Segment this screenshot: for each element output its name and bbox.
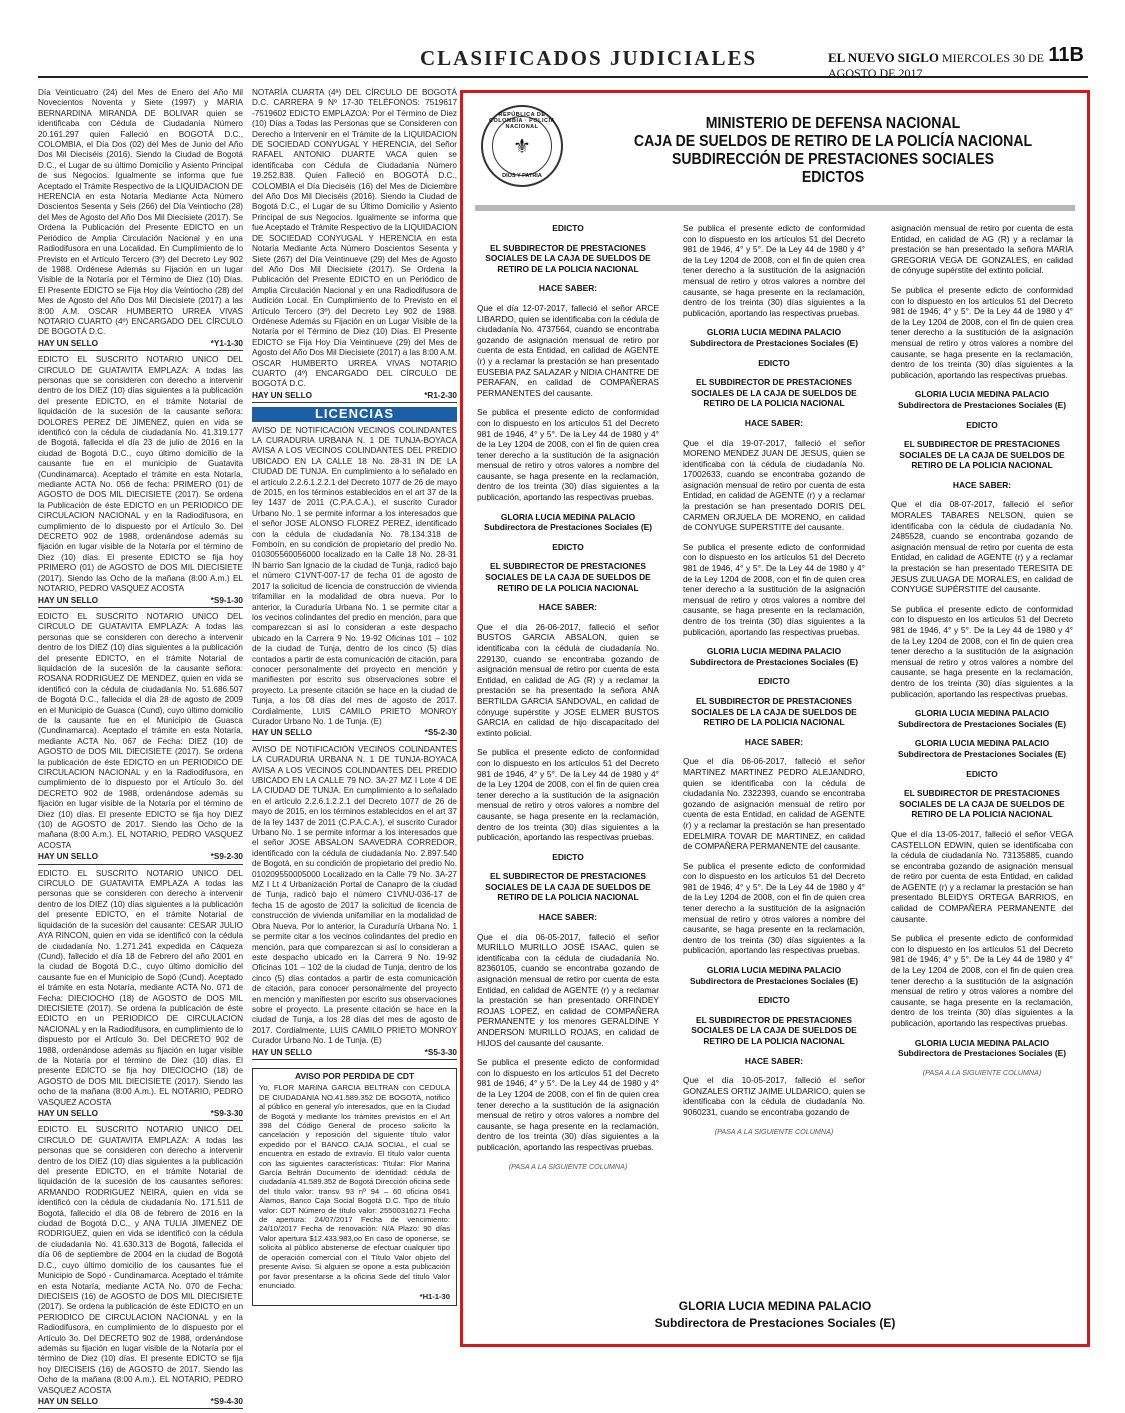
cdt-loss-notice	[252, 1068, 457, 1306]
edict-title: EDICTO	[552, 541, 584, 552]
edict-body: Que el día 13-05-2017, falleció el señor VEGA CASTELLON EDWIN, quien se identificaba con la cédula de ciudadanía No. 73135885, cuando se encontraba gozando de asignación mensual de retiro por cuenta de esta Entidad, en calidad de AGENTE (r) y a reclamar la prestación se han presentado BLEIDYS ORTEGA BARRIOS, en calidad de COMPAÑERA PERMANENTE del causante.	[891, 828, 1073, 924]
signature-name: GLORIA LUCIA MEDINA PALACIO	[706, 646, 842, 657]
edict-publication: Se publica el presente edicto de conformidad con lo dispuesto en los artículos 51 del Decreto 981 de 1946, 4° y 5°. De la Ley 44 de 1980 y 4° de la Ley 1204 de 2008, con el fin de quien crea tener derecho a la sustitución de la asignación mensual de retiro y otros valores a nombre del causante, se haga presente en la reclamación, dentro de los treinta (30) días siguientes a la publicación, aportando las respectivas pruebas.	[891, 933, 1073, 1028]
notice-code: *S9-4-30	[210, 1396, 243, 1406]
notice	[38, 355, 243, 608]
hace-saber: HACE SABER:	[744, 417, 804, 428]
notice-seal: HAY UN SELLO	[252, 728, 313, 738]
signature	[683, 646, 865, 667]
signature-name: GLORIA LUCIA MEDINA PALACIO	[706, 965, 842, 976]
edict-body: Que el día 06-05-2017, falleció el señor MURILLO MURILLO JOSÉ ISAAC, quien se identificaba con la cédula de ciudadanía No. 82360105, cuando se encontraba gozando de asignación mensual de retiro por cuenta de esta Entidad, en calidad de AGENTE (r) y a reclamar la prestación se han presentado ORFINDEY ROJAS LOPEZ, en calidad de COMPAÑERA PERMANENTE y los menores GERALDINE Y ANDERSON MURILLO ROJAS, en calidad de HIJOS del causante del causante.	[477, 931, 659, 1048]
edict-issuer: EL SUBDIRECTOR DE PRESTACIONES SOCIALES DE LA CAJA DE SUELDOS DE RETIRO DE LA POLICIA NACIONAL	[691, 695, 857, 728]
edict-title: EDICTO	[758, 357, 790, 368]
signature	[891, 708, 1073, 729]
notice-footer	[38, 1109, 243, 1121]
notice-code: *S5-3-30	[424, 1047, 457, 1057]
edict-issuer: EL SUBDIRECTOR DE PRESTACIONES SOCIALES DE LA CAJA DE SUELDOS DE RETIRO DE LA POLICIA NACIONAL	[899, 439, 1065, 471]
signature	[683, 327, 865, 348]
signature-title: Subdirectora de Prestaciones Sociales (E)	[897, 748, 1067, 759]
notice	[38, 1125, 243, 1409]
edict-body: Que el día 06-06-2017, falleció el señor MARTINEZ MARTINEZ PEDRO ALEJANDRO, quien se identificaba con la cédula de ciudadanía No. 2322393, cuando se encontraba gozando de asignación mensual de retiro por cuenta de esta Entidad, en calidad de AGENTE (r) y a reclamar la prestación se han presentado EDELMIRA TOVAR DE MARTINEZ, en calidad de COMPAÑERA PERMANENTE del causante.	[683, 756, 865, 852]
edict-body: Que el día 19-07-2017, falleció el señor MORENO MENDEZ JUAN DE JESUS, quien se identificaba con la cédula de ciudadanía No. 17002633, cuando se encontraba gozando de asignación mensual de retiro por cuenta de esta Entidad, en calidad de AGENTE (r) y a reclamar la prestación se han presentado DORIS DEL CARMEN ORJUELA DE MORENO, en calidad de CONYUGE SUPERSTITE del causante.	[683, 437, 865, 533]
signature-title: Subdirectora de Prestaciones Sociales (E)	[654, 1316, 896, 1330]
signature	[891, 738, 1073, 759]
heading-ministry: MINISTERIO DE DEFENSA NACIONAL	[705, 115, 961, 132]
notice-footer	[252, 391, 457, 403]
notice-seal: HAY UN SELLO	[38, 595, 99, 605]
edict-publication: Se publica el presente edicto de conformidad con lo dispuesto en los artículos 51 del Decreto 981 de 1946, 4° y 5°. De la Ley 44 de 1980 y 4° de la Ley 1204 de 2008, con el fin de quien crea tener derecho a la sustitución de la asignación mensual de retiro y otros valores a nombre del causante, se haga presente en la reclamación, dentro de los treinta (30) días siguientes a la publicación, aportando las respectivas pruebas.	[683, 223, 865, 318]
edict-body: asignación mensual de retiro por cuenta de esta Entidad, en calidad de AG (R) y a reclamar la prestación se han presentado la señora MARIA GREGORIA VEGA DE GONZALES, en calidad de cónyuge supérstite del extinto policial.	[891, 223, 1073, 276]
edict-publication: Se publica el presente edicto de conformidad con lo dispuesto en los artículos 51 del Decreto 981 de 1946, 4° y 5°. De la Ley 44 de 1980 y 4° de la Ley 1204 de 2008, con el fin de quien crea tener derecho a la sustitución de la asignación mensual de retiro y otros valores a nombre del causante, se haga presente en la reclamación, dentro de los treinta (30) días siguientes a la publicación, aportando las respectivas pruebas.	[891, 284, 1073, 380]
hace-saber: HACE SABER:	[538, 602, 598, 613]
page-header	[38, 40, 1088, 78]
notice-footer	[38, 1397, 243, 1409]
edict-issuer: EL SUBDIRECTOR DE PRESTACIONES SOCIALES DE LA CAJA DE SUELDOS DE RETIRO DE LA POLICIA NACIONAL	[485, 242, 651, 274]
box-heading	[613, 115, 1053, 187]
notice-text: Día Veinticuatro (24) del Mes de Enero del Año Mil Novecientos Noventa y Siete (1997) y MARIA BERNARDINA MIRANDA DE BOLIVAR quien se identificaba con Cédula de Ciudadanía Número 20.161.297 quien Falleció en BOGOTÁ D.C., COLOMBIA, el Día Dos (02) del Mes de Junio del Año Dos Mil Dieciséis (2016). Siendo la Ciudad de Bogotá D.C., el Lugar de su último Domicilio y Asiento Principal de sus Negocios. Igualmente se informa que fue Aceptado el Trámite Respectivo de la LIQUIDACION DE HERENCIA en esta Notaría Mediante Acta Número Doscientos Sesenta y Seis (266) del Día Veintiocho (28) del Mes de Agosto del Año Dos Mil Diecisiete (2017). Se Ordena la Publicación del Presente EDICTO en un Periódico de Amplia Circulación Nacional y en una Radiodifusora en una Localidad. En Cumplimiento de lo Previsto en el Artículo Tercero (3º) del Decreto Ley 902 de 1988. Ordénese Además su Fijación en un lugar Visible de la Notaría por el Término de Diez (10) Días. El Presente EDICTO se Fija Hoy día Veintiocho (28) del Mes de Agosto del Año Dos Mil Diecisiete (2017) a las 8:00 A.M. OSCAR HUMBERTO URREA VIVAS NOTARIO CUARTO (4º) ENCARGADO DEL CÍRCULO DE BOGOTÁ D.C.	[38, 88, 243, 337]
signature	[477, 512, 659, 533]
notice-text: EDICTO EL SUSCRITO NOTARIO UNICO DEL CIRCULO DE GUATAVITA EMPLAZA A todas las personas que se consideren con derecho a intervenir dentro de los DIEZ (10) días siguientes a la publicación del presente EDICTO, en el trámite Notarial de liquidación de la sucesión del causante: CESAR JULIO AYA RINCON, quien en vida se identificó con la cédula de ciudadanía No. 1.271.241 expedida en Cáqueza (Cund), fallecido el día 18 de Febrero del año 2001 en la ciudad de Bogotá D.C., cuyo último domicilio del causante fue en el Municipio de Sopó (Cund). Aceptado el trámite en esta Notaría, mediante ACTA No. 071 de Fecha: DIECIOCHO (18) de AGOSTO de DOS MIL DIECISIETE (2017). Se ordena la publicación de éste EDICTO en un PERIODICO DE CIRCULACION NACIONAL y en la Radiodifusora, en cumplimiento de lo dispuesto por el Artículo 3o. Del DECRETO 902 de 1988, ordenándose además su fijación en lugar visible de la Notaría por el término de Diez (10) días. El presente EDICTO se fija hoy DIECIOCHO (18) de AGOSTO de DOS MIL DIECISIETE (2017). Siendo las ocho de la mañana (8:00 A.m.). EL NOTARIO, PEDRO VASQUEZ ACOSTA	[38, 868, 243, 1107]
issue-date: MIERCOLES 30 DE AGOSTO DE 2017	[828, 51, 1044, 80]
signature-name: GLORIA LUCIA MEDINA PALACIO	[914, 1037, 1050, 1048]
notice-seal: HAY UN SELLO	[38, 852, 99, 862]
notice-code: *H1-1-30	[419, 1292, 450, 1302]
notice	[252, 745, 457, 1060]
signature-title: Subdirectora de Prestaciones Sociales (E)	[897, 1048, 1067, 1059]
notice-text: EDICTO EL SUSCRITO NOTARIO UNICO DEL CIRCULO DE GUATAVITA EMPLAZA: A todas las personas que se consideren con derecho a intervenir dentro de los DIEZ (10) días siguientes a la publicación del presente EDICTO, en el trámite Notarial de liquidación de la sucesión de los causantes señores: ARMANDO RODRIGUEZ NEIRA, quien en vida se identificó con la cédula de ciudadanía No. 171.511 de Bogotá, fallecido el día 08 de febrero de 2016 en la ciudad de Bogotá D.C., y ANA TULIA JIMENEZ DE RODRIGUEZ, quien en vida se identificó con la cédula de ciudadanía No. 41.630.313 de Bogotá, fallecida el día 06 de septiembre de 2004 en la ciudad de Bogotá D.C., cuyo último domicilio de los causantes fue el Municipio de Sopó - Cundinamarca. Aceptado el trámite en esta Notaría, mediante ACTA No. 070 de Fecha: DIECISEIS (16) de AGOSTO de DOS MIL DIECISIETE (2017). Se ordena la publicación de éste EDICTO en un PERIODICO DE CIRCULACION NACIONAL y en la Radiodifusora, en cumplimiento de lo dispuesto por el Artículo 3o. Del DECRETO 902 de 1988, ordenándose además su fijación en lugar visible de la Notaría por el término de Diez (10) días. El presente EDICTO se fija hoy DIECISEIS (16) de AGOSTO de 2017. Siendo las Ocho de la mañana (8:00 A.m.). EL NOTARIO, PEDRO VASQUEZ ACOSTA	[38, 1125, 243, 1395]
notice-text: AVISO DE NOTIFICACIÓN VECINOS COLINDANTES LA CURADURIA URBANA N. 1 DE TUNJA-BOYACA AVISA A LOS VECINOS COLINDANTES DEL PREDIO UBICADO EN LA CALLE 79 NO. 3A-27 MZ I Lote 4 DE LA CIUDAD DE TUNJA. En cumplimiento a lo señalado en el artículo 2.2.6.1.2.2.1 del Decreto 1077 de 26 de mayo de 2015, en los términos establecidos en el art 37 de la ley 1437 de 2011 (C.P.A.C.A.), el suscrito Curador Urbano No. 1 se permite informar a los interesados que el señor JOSE ABSALON SAAVEDRA CORREDOR, identificado con la cédula de ciudadanía No. 2.897.540 de Bogotá, en su condición de propietario del predio No. 010209550005000 Localizado en la Calle 79 No. 3A-27 MZ I Lt 4 Urbanización Portal de Canapro de la ciudad de Tunja, radicó bajo el número C1VNU-036-17 de fecha 15 de agosto de 2017 la solicitud de licencia de construcción de vivienda unifamiliar en la modalidad de Obra Nueva. Por lo anterior, la Curaduría Urbana No. 1 se permite citar a los vecinos colindantes del predio en mención, para que comparezcan si así lo consideran a este despacho ubicado en la Carrera 9 No. 19-92 Oficinas 101 – 102 de la ciudad de Tunja, dentro de los cinco (5) días contados a partir de esta comunicación de citación, para conocer personalmente del proyecto en mención y manifiesten por escrito sus observaciones sobre el proyecto. La presente citación se hace en la ciudad de Tunja, a los 28 días del mes de agosto de 2017. Cordialmente, LUIS CAMILO PRIETO MONROY Curador Urbano No. 1 de Tunja. (E)	[252, 744, 457, 1046]
cdt-title: AVISO POR PERDIDA DE CDT	[294, 1070, 415, 1081]
notice	[38, 612, 243, 865]
hace-saber: HACE SABER:	[538, 912, 598, 923]
cdt-text: Yo, FLOR MARINA GARCIA BELTRAN con CEDULA DE CIUDADANIA NO.41.589.352 DE BOGOTA, notifico al público en general y/o interesados, que en la Ciudad de Bogotá y mediante los trámites previstos en el Art 398 del Código General de proceso solicito la cancelación y reposición del siguiente título valor expedido por el BANCO CAJA SOCIAL, el cual se encuentra en estado de extravío. El título valor cuenta con las siguientes características: Titular: Flor Marina García Beltrán Documento de identidad: cédula de ciudadanía 41.589.352 de Bogotá Dirección oficina sede del título valor: transv. 93 nº 94 – 60 oficina 0641 Álamos, Banco Caja Social Bogotá D.C. Tipo de título valor: CDT Número de título valor: 25500316271 Fecha de apertura: 24/07/2017 Fecha de vencimiento: 24/10/2017 Fecha de renovación: N/A Plazo: 90 días Valor apertura $12.433.983,oo En caso de oponerse, se solicita al público abstenerse de efectuar cualquier tipo de operación comercial con el Título Valor objeto del presente Aviso. Si alguien se opone a esta publicación por favor presentarse a la oficina Sede del título Valor enunciado.	[259, 1083, 450, 1290]
edict-column-1	[477, 223, 659, 1172]
signature-name: GLORIA LUCIA MEDINA PALACIO	[706, 327, 842, 338]
notice-seal: HAY UN SELLO	[38, 1396, 99, 1406]
notice-footer	[252, 728, 457, 740]
hace-saber: HACE SABER:	[952, 479, 1012, 490]
notice-code: *S9-3-30	[210, 1109, 243, 1118]
heading-caja: CAJA DE SUELDOS DE RETIRO DE LA POLICÍA NACIONAL	[633, 133, 1033, 150]
police-seal-icon	[481, 105, 563, 187]
notice-code: *S9-1-30	[210, 595, 243, 605]
casur-edicts-box	[460, 90, 1090, 1347]
notice-code: *Y1-1-30	[210, 338, 243, 348]
seal-ring-text: REPÚBLICA DE COLOMBIA · POLICÍA NACIONAL	[489, 112, 555, 130]
notice	[38, 869, 243, 1122]
hace-saber: HACE SABER:	[744, 1055, 804, 1066]
signature-title: Subdirectora de Prestaciones Sociales (E)	[689, 975, 859, 986]
seal-emblem-icon: ⚜	[492, 116, 552, 176]
signature-title: Subdirectora de Prestaciones Sociales (E)	[689, 337, 859, 348]
signature-name: GLORIA LUCIA MEDINA PALACIO	[914, 738, 1050, 749]
continued-note: (PASA A LA SIGUIENTE COLUMNA)	[714, 1126, 834, 1136]
edict-title: EDICTO	[758, 676, 790, 687]
paper-name: EL NUEVO SIGLO	[828, 50, 939, 65]
edict-title: EDICTO	[966, 419, 998, 430]
signature-title: Subdirectora de Prestaciones Sociales (E)	[689, 656, 859, 667]
signature	[891, 1038, 1073, 1059]
edict-body: Que el día 10-05-2017, falleció el señor GONZALES ORTIZ JAIME ULDARICO, quien se identificaba con la cédula de ciudadanía No. 9060231, cuando se encontraba gozando de	[683, 1075, 865, 1117]
heading-edictos: EDICTOS	[801, 169, 865, 186]
notice-footer	[38, 852, 243, 864]
notice-code: *R1-2-30	[424, 390, 457, 400]
edict-title: EDICTO	[552, 223, 584, 233]
cdt-footer	[259, 1292, 450, 1301]
edict-publication: Se publica el presente edicto de conformidad con lo dispuesto en los artículos 51 del Decreto 981 de 1946, 4° y 5°. De la Ley 44 de 1980 y 4° de la Ley 1204 de 2008, con el fin de quien crea tener derecho a la sustitución de la asignación mensual de retiro y otros valores a nombre del causante, se haga presente en la reclamación, dentro de los treinta (30) días siguientes a la publicación, aportando las respectivas pruebas.	[891, 603, 1073, 699]
notice-code: *S9-2-30	[210, 852, 243, 862]
edict-title: EDICTO	[758, 995, 790, 1006]
classifieds-column-2	[252, 88, 457, 1306]
edict-column-3	[891, 223, 1073, 1078]
edict-body: Que el día 12-07-2017, falleció el señor ARCE LIBARDO, quien se identificaba con la cédula de ciudadanía No. 4737564, cuando se encontraba gozando de asignación mensual de retiro por cuenta de esta Entidad, en calidad de AGENTE (r) y a reclamar la prestación se han presentado EUSEBIA PAZ SALAZAR y NIDIA CHANTRE DE PERAFAN, en calidad de COMPAÑERAS PERMANENTES del causante.	[477, 302, 659, 398]
edict-body: Que el día 26-06-2017, falleció el señor BUSTOS GARCIA ABSALON, quien se identificaba con la cédula de ciudadanía No. 229130, cuando se encontraba gozando de asignación mensual de retiro por cuenta de esta Entidad, en calidad de AG (R) y a reclamar la prestación se ha presentado la señora ANA BERTILDA GARCIA SANDOVAL, en calidad de cónyuge supérstite y JOSE ELMER BUSTOS GARCIA en calidad de hijo discapacitado del extinto policial.	[477, 621, 659, 738]
edict-issuer: EL SUBDIRECTOR DE PRESTACIONES SOCIALES DE LA CAJA DE SUELDOS DE RETIRO DE LA POLICIA NACIONAL	[691, 377, 857, 409]
edict-publication: Se publica el presente edicto de conformidad con lo dispuesto en los artículos 51 del Decreto 981 de 1946, 4° y 5°. De la Ley 44 de 1980 y 4° de la Ley 1204 de 2008, con el fin de quien crea tener derecho a la sustitución de la asignación mensual de retiro y otros valores a nombre del causante, se haga presente en la reclamación, dentro de los treinta (30) días siguientes a la publicación, aportando las respectivas pruebas.	[683, 860, 865, 956]
edict-publication: Se publica el presente edicto de conformidad con lo dispuesto en los artículos 51 del Decreto 981 de 1946, 4° y 5°. De la Ley 44 de 1980 y 4° de la Ley 1204 de 2008, con el fin de quien crea tener derecho a la sustitución de la asignación mensual de retiro y otros valores a nombre del causante, se haga presente en la reclamación, dentro de los treinta (30) días siguientes a la publicación, aportando las respectivas pruebas.	[477, 407, 659, 503]
notice-text: EDICTO EL SUSCRITO NOTARIO UNICO DEL CIRCULO DE GUATAVITA EMPLAZA: A todas las personas que se consideren con derecho a intervenir dentro de los DIEZ (10) días siguientes a la publicación del presente EDICTO, en el trámite Notarial de liquidación de la sucesión de la causante señora: DOLORES PEREZ DE JIMENEZ, quien en vida se identificó con la cédula de ciudadanía No. 41.319.177 de Bogotá, fallecida el día 23 de julio de 2016 en la ciudad de Bogotá D.C., cuyo último domicilio de la causante fue en el municipio de Guatavita (Cundinamarca). Aceptado el trámite en esta Notaría, mediante ACTA No. 056 de fecha: PRIMERO (01) de AGOSTO de DOS MIL DIECISIETE (2017). Se ordena la Publicación de éste EDICTO en un PERIODICO DE CIRCULACION NACIONAL y en la Radiodifusora, en cumplimiento de lo dispuesto por el Artículo 3o. Del DECRETO 902 de 1988, ordenándose además su fijación en lugar visible de la Notaría por el término de Diez (10) días. El presente EDICTO se fija hoy PRIMERO (01) de AGOSTO de DOS MIL DIECISIETE (2017). Siendo las Ocho de la mañana (8:00 A.m.) EL NOTARIO, PEDRO VASQUEZ ACOSTA	[38, 355, 243, 594]
classifieds-column-1	[38, 88, 243, 1413]
signature	[683, 965, 865, 986]
hace-saber: HACE SABER:	[538, 283, 598, 294]
heading-subdireccion: SUBDIRECCIÓN DE PRESTACIONES SOCIALES	[671, 151, 995, 168]
notice-code: *S5-2-30	[424, 728, 457, 738]
signature-name: GLORIA LUCIA MEDINA PALACIO	[500, 511, 636, 522]
divider	[475, 205, 1075, 211]
notice-footer	[38, 339, 243, 351]
signature-title: Subdirectora de Prestaciones Sociales (E)	[897, 399, 1067, 410]
edict-publication: Se publica el presente edicto de conformidad con lo dispuesto en los artículos 51 del Decreto 981 de 1946, 4° y 5°. De la Ley 44 de 1980 y 4° de la Ley 1204 de 2008, con el fin de quien crea tener derecho a la sustitución de la asignación mensual de retiro y otros valores a nombre del causante, se haga presente en la reclamación, dentro de los treinta (30) días siguientes a la publicación, aportando las respectivas pruebas.	[477, 1057, 659, 1152]
notice	[252, 426, 457, 741]
edict-title: EDICTO	[966, 768, 998, 779]
signature-name: GLORIA LUCIA MEDINA PALACIO	[914, 708, 1050, 719]
edict-issuer: EL SUBDIRECTOR DE PRESTACIONES SOCIALES DE LA CAJA DE SUELDOS DE RETIRO DE LA POLICIA NACIONAL	[485, 561, 651, 593]
notice-seal: HAY UN SELLO	[38, 1109, 99, 1118]
seal-motto: DIOS Y PATRIA	[502, 173, 542, 179]
notice	[252, 88, 457, 403]
continued-note: (PASA A LA SIGUIENTE COLUMNA)	[922, 1067, 1042, 1077]
notice-footer	[38, 596, 243, 608]
edict-column-2	[683, 223, 865, 1137]
signature-name: GLORIA LUCIA MEDINA PALACIO	[678, 1299, 872, 1313]
signature-title: Subdirectora de Prestaciones Sociales (E)	[897, 718, 1067, 729]
notice-seal: HAY UN SELLO	[252, 390, 313, 400]
edict-issuer: EL SUBDIRECTOR DE PRESTACIONES SOCIALES DE LA CAJA DE SUELDOS DE RETIRO DE LA POLICIA NACIONAL	[691, 1014, 857, 1046]
edict-publication: Se publica el presente edicto de conformidad con lo dispuesto en los artículos 51 del Decreto 981 de 1946, 4° y 5°. De la Ley 44 de 1980 y 4° de la Ley 1204 de 2008, con el fin de quien crea tener derecho a la sustitución de la asignación mensual de retiro y otros valores a nombre del causante, se haga presente en la reclamación, dentro de los treinta (30) días siguientes a la publicación, aportando las respectivas pruebas.	[477, 747, 659, 843]
edict-issuer: EL SUBDIRECTOR DE PRESTACIONES SOCIALES DE LA CAJA DE SUELDOS DE RETIRO DE LA POLICIA NACIONAL	[485, 871, 651, 903]
edict-issuer: EL SUBDIRECTOR DE PRESTACIONES SOCIALES DE LA CAJA DE SUELDOS DE RETIRO DE LA POLICIA NACIONAL	[899, 788, 1065, 820]
notice	[38, 88, 243, 351]
edict-title: EDICTO	[552, 851, 584, 862]
notice-footer	[252, 1048, 457, 1060]
notice-seal: HAY UN SELLO	[38, 338, 99, 348]
page-number: 11B	[1048, 44, 1084, 66]
hace-saber: HACE SABER:	[744, 736, 804, 747]
notice-text: EDICTO EL SUSCRITO NOTARIO UNICO DEL CIRCULO DE GUATAVITA EMPLAZA: A todas las personas que se consideren con derecho a intervenir dentro de los DIEZ (10) días siguientes a la publicación del presente EDICTO, en el trámite Notarial de liquidación de la sucesión de la causante señora: ROSANA RODRIGUEZ DE MENDEZ, quien en vida se identificó con la cédula de ciudadanía No. 51.686.507 de Bogotá D.C., fallecida el día 28 de agosto de 2009 en el Municipio de Guasca (Cund), cuyo último domicilio de la causante fue en el Municipio de Guasca (Cundinamarca). Aceptado el trámite en esta Notaría, mediante ACTA No. 067 de Fecha: DIEZ (10) de AGOSTO de DOS MIL DIECISIETE (2017). Se ordena la publicación de éste EDICTO en un PERIODICO DE CIRCULACION NACIONAL y en la Radiodifusora, en cumplimiento de lo dispuesto por el Artículo 3o. del DECRETO 902 de 1988, ordenándose además su fijación en lugar visible de la Notaría por el término de Diez (10) días. El presente EDICTO se fija hoy DIEZ (10) de AGOSTO de 2017. Siendo las Ocho de la mañana (8:00 A.m.). EL NOTARIO, PEDRO VASQUEZ ACOSTA	[38, 611, 243, 850]
signature-title: Subdirectora de Prestaciones Sociales (E)	[483, 522, 653, 533]
section-title: CLASIFICADOS JUDICIALES	[420, 46, 758, 70]
edict-publication: Se publica el presente edicto de conformidad con lo dispuesto en los artículos 51 del Decreto 981 de 1946, 4° y 5°. De la Ley 44 de 1980 y 4° de la Ley 1204 de 2008, con el fin de quien crea tener derecho a la sustitución de la asignación mensual de retiro y otros valores a nombre del causante, se haga presente en la reclamación, dentro de los treinta (30) días siguientes a la publicación, aportando las respectivas pruebas.	[683, 541, 865, 637]
continued-note: (PASA A LA SIGUIENTE COLUMNA)	[508, 1161, 628, 1171]
signature	[891, 389, 1073, 410]
notice-text: NOTARÍA CUARTA (4ª) DEL CÍRCULO DE BOGOTÁ D.C. CARRERA 9 Nº 17-30 TELÉFONOS: 7519617 -7519602 EDICTO EMPLAZOA: Por el Término de Diez (10) Días a Todas las Personas que se Consideren con Derecho a Intervenir en el Trámite de la LIQUIDACION DE SOCIEDAD CONYUGAL Y HERENCIA, del Señor RAFAEL ANTONIO DUARTE VACA quien se identificaba con Cédula de Ciudadanía Número 19.252.838. Quien Falleció en BOGOTÁ D.C., COLOMBIA el Día Dieciséis (16) del Mes de Diciembre del Año Dos Mil Dieciséis (2016). Siendo la Ciudad de Bogotá D.C., el Lugar de su Último Domicilio y Asiento Principal de sus Negocios. Igualmente se informa que fue Aceptado el Trámite Respectivo de la LIQUIDACION DE SOCIEDAD CONYUGAL Y HERENCIA en esta Notaría Mediante Acta Número Doscientos Sesenta y Siete (267) del Día Veintinueve (29) del Mes de Agosto del Año Dos Mil Diecisiete (2017). Se Ordena la Publicación del Presente EDICTO en un Periódico de Amplia Circulación Nacional y en una Radiodifusora de Audición Local. En Cumplimiento de lo Previsto en el Artículo Tercero (3º) del Decreto Ley 902 de 1988. Ordénese Además su Fijación en un Lugar Visible de la Notaría por el Término de Diez (10) Días. El Presente EDICTO se Fija Hoy Día Veintinueve (29) del Mes de Agosto del Año Dos Mil Diecisiete (2017) a las 8:00 A.M. OSCAR HUMBERTO URREA VIVAS NOTARIO CUARTO (4º) ENCARGADO DEL CÍRCULO DE BOGOTÁ D.C.	[252, 88, 457, 389]
signature-name: GLORIA LUCIA MEDINA PALACIO	[914, 389, 1050, 400]
edict-body: Que el día 08-07-2017, falleció el señor MORALES TABARES NELSON, quien se identificaba con la cédula de ciudadanía No. 2485528, cuando se encontraba gozando de asignación mensual de retiro por cuenta de esta Entidad, en calidad de AGENTE (r) y a reclamar la prestación se han presentado TERESITA DE JESUS ZULUAGA DE MORALES, en calidad de CONYUGE SUPÉRSTITE del causante.	[891, 499, 1073, 595]
licencias-heading: LICENCIAS	[252, 407, 457, 421]
box-signature	[463, 1298, 1087, 1332]
notice-text: AVISO DE NOTIFICACIÓN VECINOS COLINDANTES LA CURADURIA URBANA N. 1 DE TUNJA-BOYACA AVISA A LOS VECINOS COLINDANTES DEL PREDIO UBICADO EN LA CALLE 18 No. 28-31 IN DE LA CIUDAD DE TUNJA. En cumplimiento a lo señalado en el artículo 2.2.6.1.2.2.1 del Decreto 1077 de 26 de mayo de 2015, en los términos establecidos en el art 37 de la ley 1437 de 2011 (C.P.A.C.A.), el suscrito Curador Urbano No. 1 se permite informar a los interesados que el señor JOSE ALONSO FLOREZ PEREZ, identificado con la cédula de ciudadanía No. 78.134.318 de Fomboín, en su condición de propietario del predio No. 010305560056000 localizado en la Calle 18 No. 28-31 IN barrio San Ignacio de la ciudad de Tunja, radicó bajo el número C1VNT-007-17 de fecha 01 de agosto de 2017 la solicitud de licencia de construcción de vivienda trifamiliar en la modalidad de obra nueva. Por lo anterior, la Curaduría Urbana No. 1 se permite citar a los vecinos colindantes del predio en mención, para que comparezcan si así lo consideran a este despacho ubicado en la Carrera 9 No. 19-92 Oficinas 101 – 102 de la ciudad de Tunja, dentro de los cinco (5) días contados a partir de esta comunicación de citación, para conocer personalmente del proyecto en mención y manifiesten por escrito sus observaciones sobre el proyecto. La presente citación se hace en la ciudad de Tunja, a los 08 días del mes de agosto de 2017. Cordialmente, LUIS CAMILO PRIETO MONROY Curador Urbano No. 1 de Tunja. (E)	[252, 425, 457, 726]
notice-seal: HAY UN SELLO	[252, 1047, 313, 1057]
